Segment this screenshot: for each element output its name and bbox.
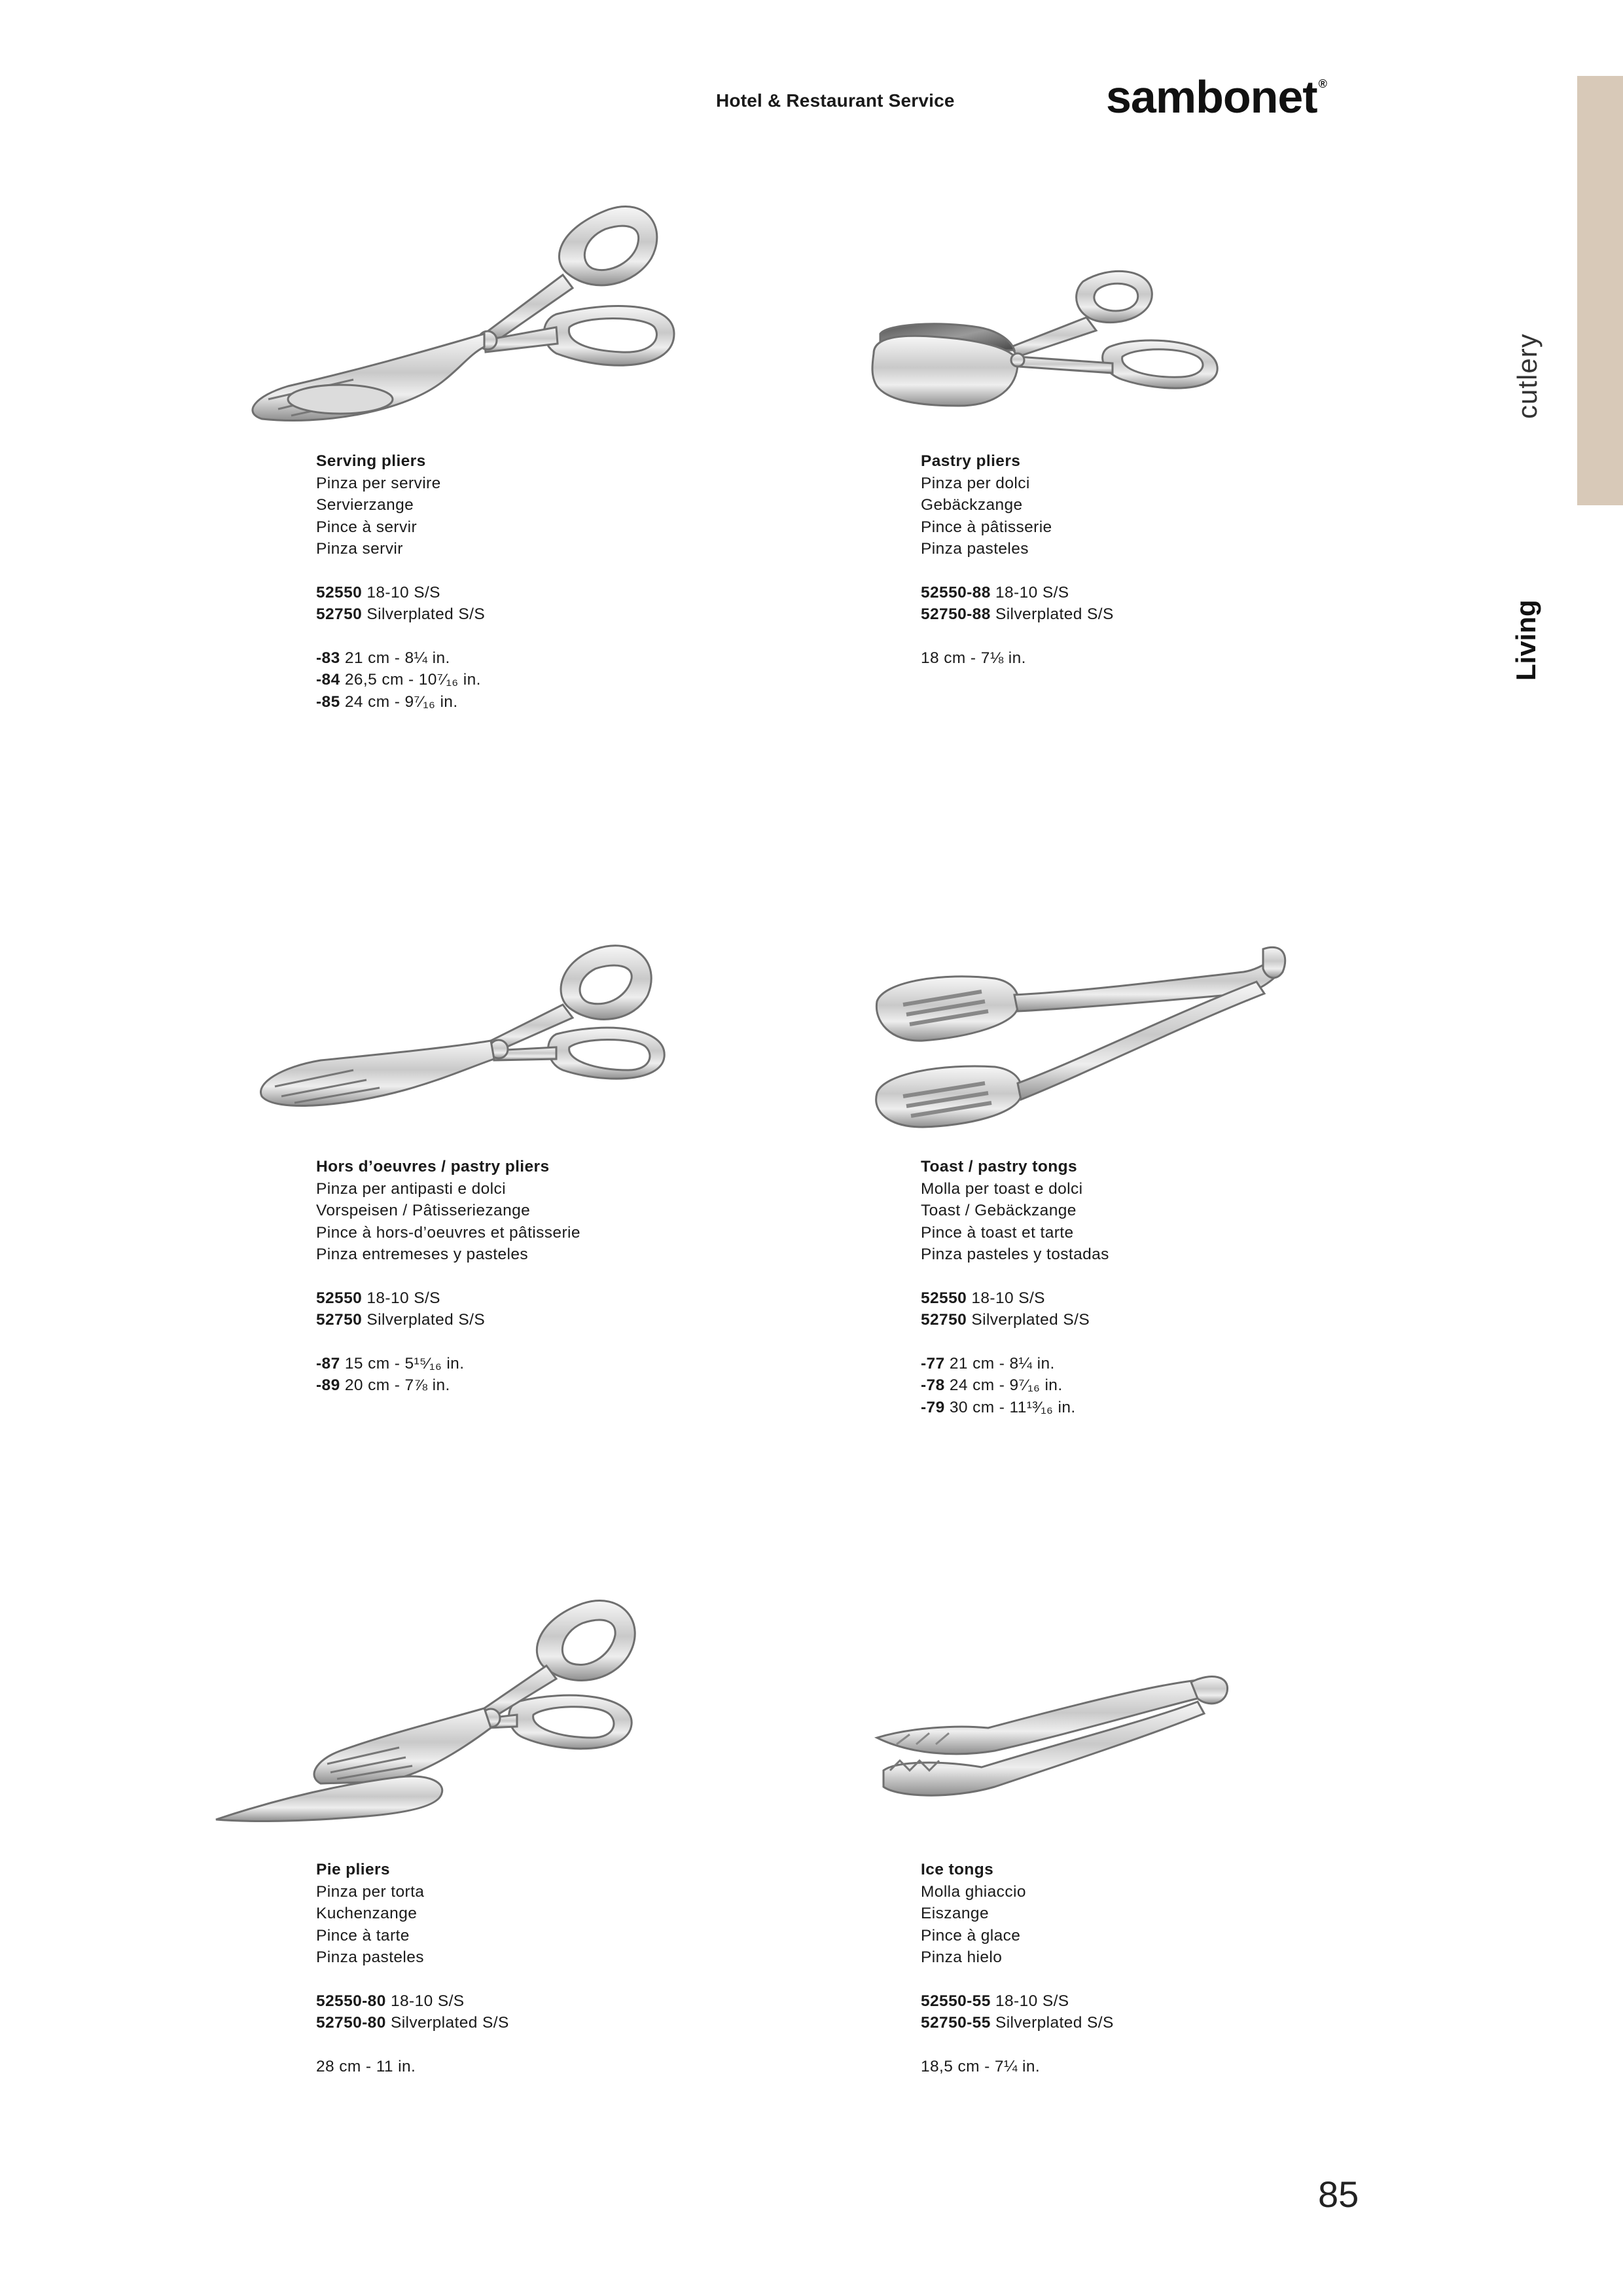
material-code: 52550-88 [921, 583, 991, 601]
size-code: -85 [316, 692, 340, 711]
material-code: 52750-88 [921, 605, 991, 623]
product-name: Pie pliers [316, 1861, 390, 1878]
product-translation: Pinza pasteles y tostadas [921, 1246, 1109, 1263]
material-desc: Silverplated S/S [995, 2014, 1114, 2032]
material-line [921, 1287, 1109, 1310]
size-desc: 24 cm - 9⁷⁄₁₆ in. [344, 692, 458, 711]
size-desc: 21 cm - 8¼ in. [344, 649, 450, 667]
product-translation: Kuchenzange [316, 1905, 418, 1922]
brand-wordmark: sambonet [1106, 71, 1317, 122]
ice-tongs-illustration [870, 1662, 1237, 1839]
size-code: -89 [316, 1376, 340, 1394]
material-line [316, 2012, 509, 2034]
product-translation: Pinza per servire [316, 474, 441, 492]
size-desc: 15 cm - 5¹⁵⁄₁₆ in. [344, 1354, 465, 1372]
product-translation: Pinza per antipasti e dolci [316, 1179, 506, 1198]
material-code: 52750 [316, 605, 363, 623]
material-code: 52550-80 [316, 1992, 386, 2010]
product-translation: Eiszange [921, 1905, 989, 1922]
material-line [921, 1309, 1109, 1331]
product-translation: Pince à servir [316, 518, 418, 536]
product-translation: Pinza entremeses y pasteles [316, 1246, 529, 1263]
product-translation: Pince à hors-d’oeuvres et pâtisserie [316, 1223, 580, 1242]
serving-pliers-illustration [242, 203, 687, 425]
material-code: 52550 [316, 1289, 363, 1307]
size-desc: 18,5 cm - 7¼ in. [921, 2057, 1041, 2075]
size-desc: 26,5 cm - 10⁷⁄₁₆ in. [344, 671, 481, 689]
material-code: 52750-80 [316, 2014, 386, 2032]
product-translation: Pinza per dolci [921, 474, 1030, 492]
product-translation: Vorspeisen / Pâtisseriezange [316, 1202, 531, 1219]
size-line [921, 1397, 1109, 1419]
size-line [921, 1353, 1109, 1375]
product-translation: Servierzange [316, 496, 414, 514]
hors-doeuvres-pliers-illustration [255, 942, 674, 1126]
product-translation: Pince à pâtisserie [921, 518, 1052, 536]
size-line [921, 647, 1114, 670]
material-line [316, 1287, 580, 1310]
size-line [316, 691, 485, 713]
size-line [921, 1374, 1109, 1397]
product-translation: Molla ghiaccio [921, 1882, 1026, 1901]
size-desc: 24 cm - 9⁷⁄₁₆ in. [949, 1376, 1063, 1394]
material-desc: Silverplated S/S [995, 605, 1114, 623]
product-translation: Pince à toast et tarte [921, 1223, 1074, 1242]
product-translation: Pince à glace [921, 1926, 1021, 1945]
material-desc: Silverplated S/S [971, 1311, 1090, 1329]
size-code: -78 [921, 1376, 945, 1394]
size-desc: 30 cm - 11¹³⁄₁₆ in. [949, 1398, 1076, 1416]
product-name: Serving pliers [316, 452, 426, 470]
material-line [316, 1990, 509, 2013]
material-line [921, 582, 1114, 604]
product-translation: Gebäckzange [921, 496, 1023, 514]
product-translation: Pince à tarte [316, 1926, 410, 1945]
material-desc: Silverplated S/S [366, 605, 486, 623]
product-name: Pastry pliers [921, 452, 1021, 470]
product-name: Toast / pastry tongs [921, 1158, 1077, 1175]
product-translation: Pinza pasteles [921, 540, 1029, 558]
material-desc: 18-10 S/S [995, 1992, 1069, 2010]
side-tab-category: cutlery [1512, 333, 1543, 419]
size-line [316, 647, 485, 670]
material-code: 52750 [921, 1311, 967, 1329]
size-line [316, 669, 485, 691]
material-code: 52550 [921, 1289, 967, 1307]
size-code: -84 [316, 671, 340, 689]
pastry-pliers-illustration [861, 268, 1227, 425]
material-code: 52550-55 [921, 1992, 991, 2010]
material-desc: 18-10 S/S [366, 583, 440, 601]
product-translation: Pinza hielo [921, 1948, 1003, 1966]
material-desc: 18-10 S/S [366, 1289, 440, 1307]
brand-logo [1106, 71, 1327, 123]
toast-tongs-illustration [864, 942, 1296, 1139]
serving-pliers-text [316, 450, 485, 713]
material-line [316, 1309, 580, 1331]
product-name: Ice tongs [921, 1861, 994, 1878]
page-number: 85 [1318, 2174, 1359, 2215]
size-code: -79 [921, 1398, 945, 1416]
size-code: -87 [316, 1354, 340, 1372]
pie-pliers-illustration [216, 1597, 661, 1839]
size-line [316, 1353, 580, 1375]
size-desc: 21 cm - 8¼ in. [949, 1354, 1055, 1372]
material-desc: Silverplated S/S [366, 1311, 486, 1329]
material-desc: 18-10 S/S [971, 1289, 1045, 1307]
pastry-pliers-text [921, 450, 1114, 669]
side-tab-section: Living [1510, 600, 1541, 681]
material-code: 52750-55 [921, 2014, 991, 2032]
brand-registered-mark: ® [1318, 77, 1327, 90]
material-line [921, 1990, 1114, 2013]
material-code: 52550 [316, 583, 363, 601]
hors-doeuvres-pliers-text [316, 1156, 580, 1397]
product-name: Hors d’oeuvres / pastry pliers [316, 1158, 550, 1175]
material-line [316, 582, 485, 604]
product-translation: Pinza per torta [316, 1882, 425, 1901]
material-code: 52750 [316, 1311, 363, 1329]
size-code: -77 [921, 1354, 945, 1372]
product-translation: Pinza pasteles [316, 1948, 424, 1966]
header-title: Hotel & Restaurant Service [716, 90, 955, 111]
size-line [921, 2056, 1114, 2078]
size-desc: 20 cm - 7⅞ in. [344, 1376, 450, 1394]
size-desc: 28 cm - 11 in. [316, 2057, 416, 2075]
material-line [921, 2012, 1114, 2034]
material-desc: 18-10 S/S [390, 1992, 465, 2010]
ice-tongs-text [921, 1859, 1114, 2077]
size-line [316, 1374, 580, 1397]
size-line [316, 2056, 509, 2078]
product-translation: Molla per toast e dolci [921, 1179, 1083, 1198]
material-line [921, 603, 1114, 626]
section-color-tab [1577, 76, 1623, 505]
product-translation: Toast / Gebäckzange [921, 1202, 1077, 1219]
size-desc: 18 cm - 7⅛ in. [921, 649, 1026, 667]
pie-pliers-text [316, 1859, 509, 2077]
size-code: -83 [316, 649, 340, 667]
material-desc: Silverplated S/S [390, 2014, 509, 2032]
product-translation: Pinza servir [316, 540, 403, 558]
material-line [316, 603, 485, 626]
toast-tongs-text [921, 1156, 1109, 1418]
material-desc: 18-10 S/S [995, 583, 1069, 601]
